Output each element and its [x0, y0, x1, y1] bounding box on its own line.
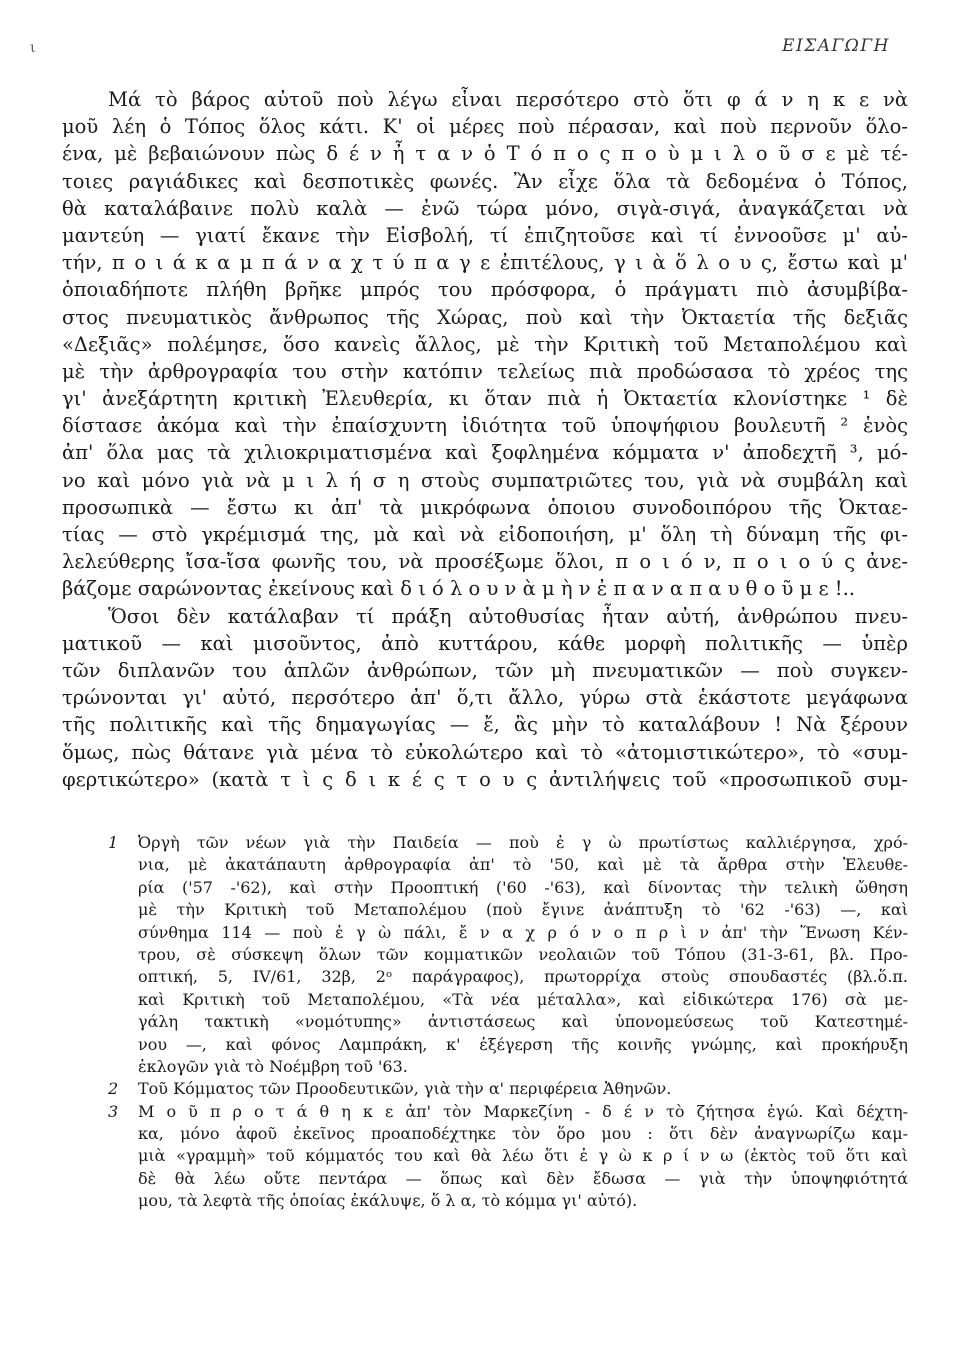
body-line: τῆς πολιτικῆς καὶ τῆς δημαγωγίας — ἔ, ἂς μὴν τὸ καταλάβουν ! Νὰ ξέρουν	[62, 713, 908, 737]
footnote-number: 2	[108, 1079, 119, 1099]
footnote-3	[108, 1101, 908, 1213]
body-line: τίας — στὸ γκρέμισμά της, μὰ καὶ νὰ εἰδοποιήση, μ' ὅλη τὴ δύναμη τῆς φι-	[62, 523, 908, 546]
footnotes	[108, 832, 908, 1213]
footnote-line: ρία ('57 -'62), καὶ στὴν Προοπτική ('60 -'63), καὶ δίνοντας τὴν τελικὴ ὤθηση	[138, 877, 908, 897]
running-head: ΕΙΣΑΓΩΓΗ	[782, 36, 890, 56]
footnote-line: Τοῦ Κόμματος τῶν Προοδευτικῶν, γιὰ τὴν α' περιφέρεια Ἀθηνῶν.	[138, 1079, 672, 1099]
footnote-line: οπτική, 5, IV/61, 32β, 2ᵒ παράγραφος), πρωτορρίχα στοὺς σπουδαστές (βλ.ὅ.π.	[138, 967, 908, 987]
body-line: μὲ τὴν ἀρθρογραφία του στὴν κατόπιν τελείως πιὰ προδώσασα τὸ χρέος της	[62, 359, 908, 383]
body-line: τήν, π ο ι ά κ α μ π ά ν α χ τ ύ π α γ ε ἐπιτέλους, γ ι ὰ ὅ λ ο υ ς, ἔστω καὶ μ'	[62, 251, 908, 275]
footnote-2	[108, 1078, 908, 1100]
body-line: μαντεύη — γιατί ἔκανε τὴν Εἰσβολή, τί ἐπιζητοῦσε καὶ τί ἐννοοῦσε μ' αὐ-	[62, 223, 908, 247]
body-line: βάζομε σαρώνοντας ἐκείνους καὶ δ ι ό λ ο υ ν ὰ μ ὴ ν ἐ π α ν α π α υ θ ο ῦ μ ε !..	[62, 577, 855, 601]
page-marker: ι	[30, 40, 36, 56]
footnote-line: καὶ Κριτικὴ τοῦ Μεταπολέμου, «Τὰ νέα μέταλλα», καὶ εἰδικώτερα 176) σὰ με-	[138, 989, 908, 1009]
footnote-line: Μ ο ῦ π ρ ο τ ά θ η κ ε ἀπ' τὸν Μαρκεζίνη - δ έ ν τὸ ζήτησα ἐγώ. Καὶ δέχτη-	[138, 1101, 908, 1121]
footnote-line: σύνθημα 114 — ποὺ ἐ γ ὼ πάλι, ἔ ν α χ ρ ό ν ο π ρ ὶ ν ἀπ' τὴν Ἕνωση Κέν-	[138, 922, 908, 942]
footnote-1	[108, 832, 908, 1078]
body-line: νο καὶ μόνο γιὰ νὰ μ ι λ ή σ η στοὺς συμπατριῶτες του, γιὰ νὰ συμβάλη καὶ	[62, 468, 908, 492]
body-line: στος πνευματικὸς ἄνθρωπος τῆς Χώρας, ποὺ καὶ τὴν Ὀκταετία τῆς δεξιᾶς	[62, 305, 908, 329]
body-line: φερτικώτερο» (κατὰ τ ὶ ς δ ι κ έ ς τ ο υ ς ἀντιλήψεις τοῦ «προσωπικοῦ συμ-	[62, 767, 908, 791]
body-line: ἀπ' ὅλα μας τὰ χιλιοκριματισμένα καὶ ξοφλημένα κόμματα ν' ἀποδεχτῆ ³, μό-	[62, 441, 908, 465]
body-text	[62, 86, 908, 793]
body-line: τῶν διπλανῶν του ἁπλῶν ἀνθρώπων, τῶν μὴ πνευματικῶν — ποὺ συγκεν-	[62, 658, 908, 682]
footnote-line: δὲ θὰ λέω οὔτε πεντάρα — ὅπως καὶ δὲν ἔδωσα — γιὰ τὴν ὑποψηφιότητά	[138, 1168, 908, 1188]
body-line: θὰ καταλάβαινε πολὺ καλὰ — ἐνῶ τώρα μόνο, σιγὰ-σιγά, ἀναγκάζεται νὰ	[62, 196, 908, 220]
footnote-number: 1	[108, 833, 119, 852]
body-line: τοιες ραγιάδικες καὶ δεσποτικὲς φωνές. Ἂν εἶχε ὅλα τὰ δεδομένα ὁ Τόπος,	[62, 169, 908, 193]
body-line: ὁποιαδήποτε πλήθη βρῆκε μπρός του πρόσφορα, ὁ πράγματι πιὸ ἀσυμβίβα-	[62, 278, 908, 302]
footnote-line: νου —, καὶ φόνος Λαμπράκη, κ' ἐξέγερση τῆς κοινῆς γνώμης, καὶ προκήρυξη	[138, 1034, 908, 1054]
footnote-line: τρου, σὲ σύσκεψη ὅλων τῶν κομματικῶν νεολαιῶν τοῦ Τόπου (31-3-61, βλ. Προ-	[138, 944, 908, 964]
footnote-line: μιὰ «γραμμὴ» τοῦ κόμματός του καὶ θὰ λέω ὅτι ἐ γ ὼ κ ρ ί ν ω (ἐκτὸς τοῦ ὅτι καὶ	[138, 1146, 908, 1166]
footnote-line: μου, τὰ λεφτὰ τῆς ὁποίας ἐκάλυψε, ὅ λ α, τὸ κόμμα γι' αὐτό).	[138, 1191, 638, 1211]
body-line: Μά τὸ βάρος αὐτοῦ ποὺ λέγω εἶναι περσότερο στὸ ὅτι φ ά ν η κ ε νὰ	[108, 88, 908, 111]
body-line: γι' ἀνεξάρτητη κριτικὴ Ἐλευθερία, κι ὅταν πιὰ ἡ Ὀκταετία κλονίστηκε ¹ δὲ	[62, 387, 908, 411]
body-line: τρώνονται γι' αὐτό, περσότερο ἀπ' ὅ,τι ἄλλο, γύρω στὰ ἑκάστοτε μεγάφωνα	[62, 686, 908, 710]
body-line: «Δεξιᾶς» πολέμησε, ὅσο κανεὶς ἄλλος, μὲ τὴν Κριτικὴ τοῦ Μεταπολέμου καὶ	[62, 332, 908, 356]
footnote-line: Ὀργὴ τῶν νέων γιὰ τὴν Παιδεία — ποὺ ἐ γ ὼ πρωτίστως καλλιέργησα, χρό-	[138, 833, 908, 852]
body-line: δίστασε ἀκόμα καὶ τὴν ἐπαίσχυντη ἰδιότητα τοῦ ὑποψήφιου βουλευτῆ ² ἑνὸς	[62, 414, 908, 438]
body-line: ματικοῦ — καὶ μισοῦντος, ἀπὸ κυττάρου, κάθε μορφὴ πολιτικῆς — ὑπὲρ	[62, 631, 908, 655]
footnote-line: νια, μὲ ἀκατάπαυτη ἀρθρογραφία ἀπ' τὸ '50, καὶ μὲ τὰ ἄρθρα στὴν Ἐλευθε-	[138, 855, 908, 875]
footnote-number: 3	[108, 1101, 119, 1121]
footnote-line: ἐκλογῶν γιὰ τὸ Νοέμβρη τοῦ '63.	[138, 1056, 408, 1076]
body-line: μοῦ λέη ὁ Τόπος ὅλος κάτι. Κ' οἱ μέρες ποὺ πέρασαν, καὶ ποὺ περνοῦν ὅλο-	[62, 115, 908, 139]
footnote-line: κα, μόνο ἀφοῦ ἐκεῖνος προαποδέχτηκε τὸν ὅρο μου : ὅτι δὲν ἀναγνωρίζω καμ-	[138, 1124, 908, 1144]
body-line: ὅμως, πὼς θάτανε γιὰ μένα τὸ εὐκολώτερο καὶ τὸ «ἀτομιστικώτερο», τὸ «συμ-	[62, 740, 908, 764]
body-line: λελεύθερης ἴσα-ἴσα φωνῆς του, νὰ προσέξωμε ὅλοι, π ο ι ό ν, π ο ι ο ύ ς ἀνε-	[62, 550, 908, 574]
footnote-line: μὲ τὴν Κριτικὴ τοῦ Μεταπολέμου (ποὺ ἔγινε ἀνάπτυξη τὸ '62 -'63) —, καὶ	[138, 900, 908, 920]
footnote-line: γάλη τακτικὴ «νομότυπης» ἀντιστάσεως καὶ ὑπονομεύσεως τοῦ Κατεστημέ-	[138, 1012, 908, 1032]
body-line: προσωπικὰ — ἔστω κι ἀπ' τὰ μικρόφωνα ὁποιου συνοδοιπόρου τῆς Ὀκταε-	[62, 495, 908, 519]
body-line: Ὅσοι δὲν κατάλαβαν τί πράξη αὐτοθυσίας ἦταν αὐτή, ἀνθρώπου πνευ-	[108, 604, 908, 628]
body-line: ένα, μὲ βεβαιώνουν πὼς δ έ ν ἦ τ α ν ὁ Τ ό π ο ς π ο ὺ μ ι λ ο ῦ σ ε μὲ τέ-	[62, 142, 908, 166]
